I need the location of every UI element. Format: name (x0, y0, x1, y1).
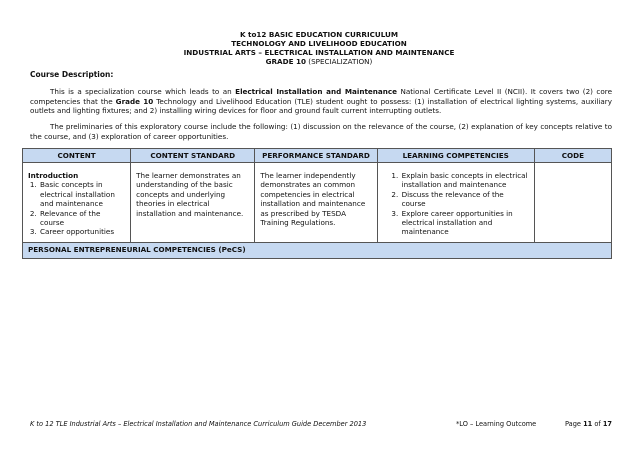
list-item: 2. Relevance of the course (39, 209, 126, 228)
page-of: of (592, 420, 603, 428)
list-item: 1. Basic concepts in electrical installation and maintenance (39, 180, 126, 208)
para1-course-name: Electrical Installation and Maintenance (235, 87, 397, 96)
learning-competencies-cell (377, 163, 534, 243)
course-description-label: Course Description: (30, 70, 114, 79)
list-item: 1. Explain basic concepts in electrical installation and maintenance (401, 171, 530, 190)
specialization-label: (SPECIALIZATION) (306, 57, 373, 66)
header-performance-standard: PERFORMANCE STANDARD (255, 149, 377, 163)
content-list (28, 180, 126, 236)
page-total: 17 (602, 420, 612, 428)
footer-page-number (565, 420, 612, 428)
content-standard-cell: The learner demonstrates an understanding of the basic concepts and underlying theories in electrical installation and maintenance. (131, 163, 255, 243)
header-line-3: INDUSTRIAL ARTS – ELECTRICAL INSTALLATION AND MAINTENANCE (183, 48, 455, 57)
grade-label: GRADE 10 (265, 57, 307, 66)
table-row (23, 163, 612, 243)
course-description-paragraph-2: The preliminaries of this exploratory course include the following: (1) discussion on the relevance of the course, (2) explanation of key concepts relative to the course, and (3) exploration of career opportunities. (30, 122, 612, 141)
table-header-row (23, 149, 612, 163)
header-content-standard: CONTENT STANDARD (131, 149, 255, 163)
list-item: 3. Explore career opportunities in electrical installation and maintenance (401, 209, 530, 237)
header-line-1: K to12 BASIC EDUCATION CURRICULUM (239, 30, 399, 39)
header-line-2: TECHNOLOGY AND LIVELIHOOD EDUCATION (231, 39, 407, 48)
header-learning-competencies: LEARNING COMPETENCIES (377, 149, 534, 163)
header-content: CONTENT (23, 149, 131, 163)
course-description-paragraph-1 (30, 87, 612, 116)
performance-standard-cell: The learner independently demonstrates an common competencies in electrical installation and maintenance as prescribed by TESDA Training Regulations. (255, 163, 377, 243)
para1-text-c: National Certificate Level II (NCII). It covers two (2) core competencies that the (30, 87, 612, 106)
pecs-section-title: PERSONAL ENTREPRENEURIAL COMPETENCIES (PeCS) (23, 242, 612, 258)
curriculum-table (22, 148, 612, 259)
para1-grade: Grade 10 (115, 96, 154, 106)
competencies-list (383, 171, 530, 237)
page-prefix: Page (565, 420, 584, 428)
para1-text-e: Technology and Livelihood Education (TLE) student ought to possess: (1) installation of electrical lighting systems, auxiliary outlets and lighting fixtures; and 2) installing wiring devices for floor and ground fault current interrupting outlets. (30, 96, 612, 116)
content-title: Introduction (28, 171, 79, 180)
header-code: CODE (534, 149, 611, 163)
footer-document-title: K to 12 TLE Industrial Arts – Electrical Installation and Maintenance Curriculum Guide December 2013 (30, 420, 367, 428)
content-cell (23, 163, 131, 243)
section-row (23, 242, 612, 258)
list-item: 3. Career opportunities (39, 227, 126, 236)
para1-text-a: This is a specialization course which leads to an (50, 87, 236, 96)
document-header (0, 30, 638, 66)
page-current: 11 (583, 420, 593, 428)
footer-lo-note: *LO – Learning Outcome (456, 420, 537, 428)
list-item: 2. Discuss the relevance of the course (401, 190, 530, 209)
header-line-4 (0, 57, 638, 66)
code-cell (534, 163, 611, 243)
